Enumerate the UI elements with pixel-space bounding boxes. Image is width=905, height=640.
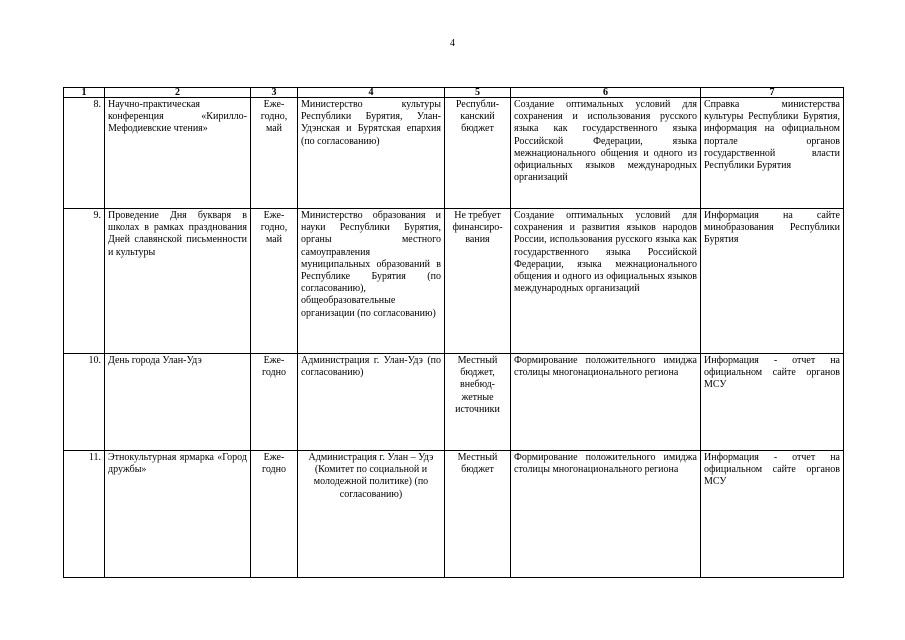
financing-cell: Местный бюджет, внебюд-жетные источники [445,354,511,451]
table-header-row [64,88,844,98]
column-header: 3 [251,88,298,98]
result-cell: Формирование положительного имиджа столицы многонационального региона [511,354,701,451]
table-row [64,98,844,209]
column-header: 1 [64,88,105,98]
row-number: 9. [64,209,105,354]
table-row [64,451,844,578]
financing-cell: Республи-канский бюджет [445,98,511,209]
report-cell: Информация на сайте минобразования Республики Бурятия [701,209,844,354]
column-header: 4 [298,88,445,98]
term-cell: Еже-годно [251,354,298,451]
report-cell: Информация - отчет на официальном сайте органов МСУ [701,354,844,451]
result-cell: Формирование положительного имиджа столицы многонационального региона [511,451,701,578]
event-cell: Этнокультурная ярмарка «Город дружбы» [105,451,251,578]
events-table [63,87,844,578]
event-cell: Проведение Дня букваря в школах в рамках празднования Дней славянской письменности и культуры [105,209,251,354]
column-header: 5 [445,88,511,98]
table-row [64,354,844,451]
executor-cell: Администрация г. Улан – Удэ (Комитет по социальной и молодежной политике) (по согласованию) [298,451,445,578]
page-number: 4 [450,38,455,49]
financing-cell: Местный бюджет [445,451,511,578]
term-cell: Еже-годно, май [251,209,298,354]
term-cell: Еже-годно, май [251,98,298,209]
executor-cell: Министерство культуры Республики Бурятия, Улан-Удэнская и Бурятская епархия (по согласованию) [298,98,445,209]
term-cell: Еже-годно [251,451,298,578]
table-row [64,209,844,354]
column-header: 2 [105,88,251,98]
financing-cell: Не требует финансиро-вания [445,209,511,354]
report-cell: Справка министерства культуры Республики Бурятия, информация на официальном портале органов государственной власти Республики Бурятия [701,98,844,209]
report-cell: Информация - отчет на официальном сайте органов МСУ [701,451,844,578]
column-header: 6 [511,88,701,98]
executor-cell: Министерство образования и науки Республики Бурятия, органы местного самоуправления муниципальных образований в Республике Бурятия (по согласованию), общеобразовательные организации (по согласованию) [298,209,445,354]
executor-cell: Администрация г. Улан-Удэ (по согласованию) [298,354,445,451]
row-number: 10. [64,354,105,451]
event-cell: Научно-практическая конференция «Кирилло-Мефодиевские чтения» [105,98,251,209]
row-number: 11. [64,451,105,578]
result-cell: Создание оптимальных условий для сохранения и развития языков народов России, использования русского языка как государственного языка Российской Федерации, языка межнационального общения и одного из официальных языков международных организаций [511,209,701,354]
row-number: 8. [64,98,105,209]
result-cell: Создание оптимальных условий для сохранения и использования русского языка как государственного языка Российской Федерации, языка межнационального общения и одного из официальных языков международных организаций [511,98,701,209]
column-header: 7 [701,88,844,98]
event-cell: День города Улан-Удэ [105,354,251,451]
